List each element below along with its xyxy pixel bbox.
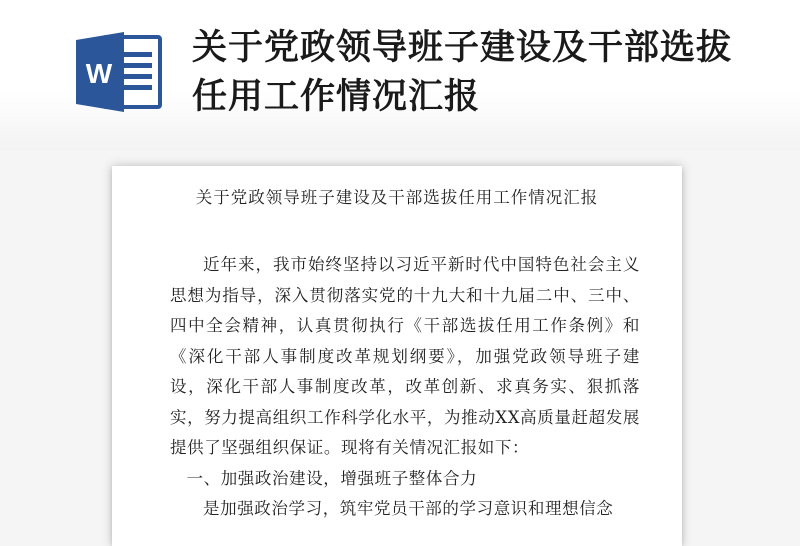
document-body: [170, 250, 640, 525]
page-title: 关于党政领导班子建设及干部选拔任用工作情况汇报: [192, 28, 733, 117]
section-heading: 一、加强政治建设，增强班子整体合力: [186, 468, 478, 488]
word-icon-letter: W: [85, 58, 113, 89]
document-paragraph-partial: 是加强政治学习，筑牢党员干部的学习意识和理想信念: [203, 499, 614, 518]
header-banner: [0, 0, 800, 150]
document-page: [112, 166, 682, 546]
document-paragraph: 近年来，我市始终坚持以习近平新时代中国特色社会主义思想为指导，深入贯彻落实党的十九大和十九届二中、三中、四中全会精神，认真贯彻执行《干部选拔任用工作条例》和《深化干部人事制度改革规划纲要》，加强党政领导班子建设，深化干部人事制度改革，改革创新、求真务实、狠抓落实，努力提高组织工作科学化水平，为推动XX高质量赶超发展提供了坚强组织保证。现将有关情况汇报如下：: [170, 255, 640, 457]
document-title: 关于党政领导班子建设及干部选拔任用工作情况汇报: [195, 188, 599, 207]
word-document-icon: [74, 30, 166, 114]
